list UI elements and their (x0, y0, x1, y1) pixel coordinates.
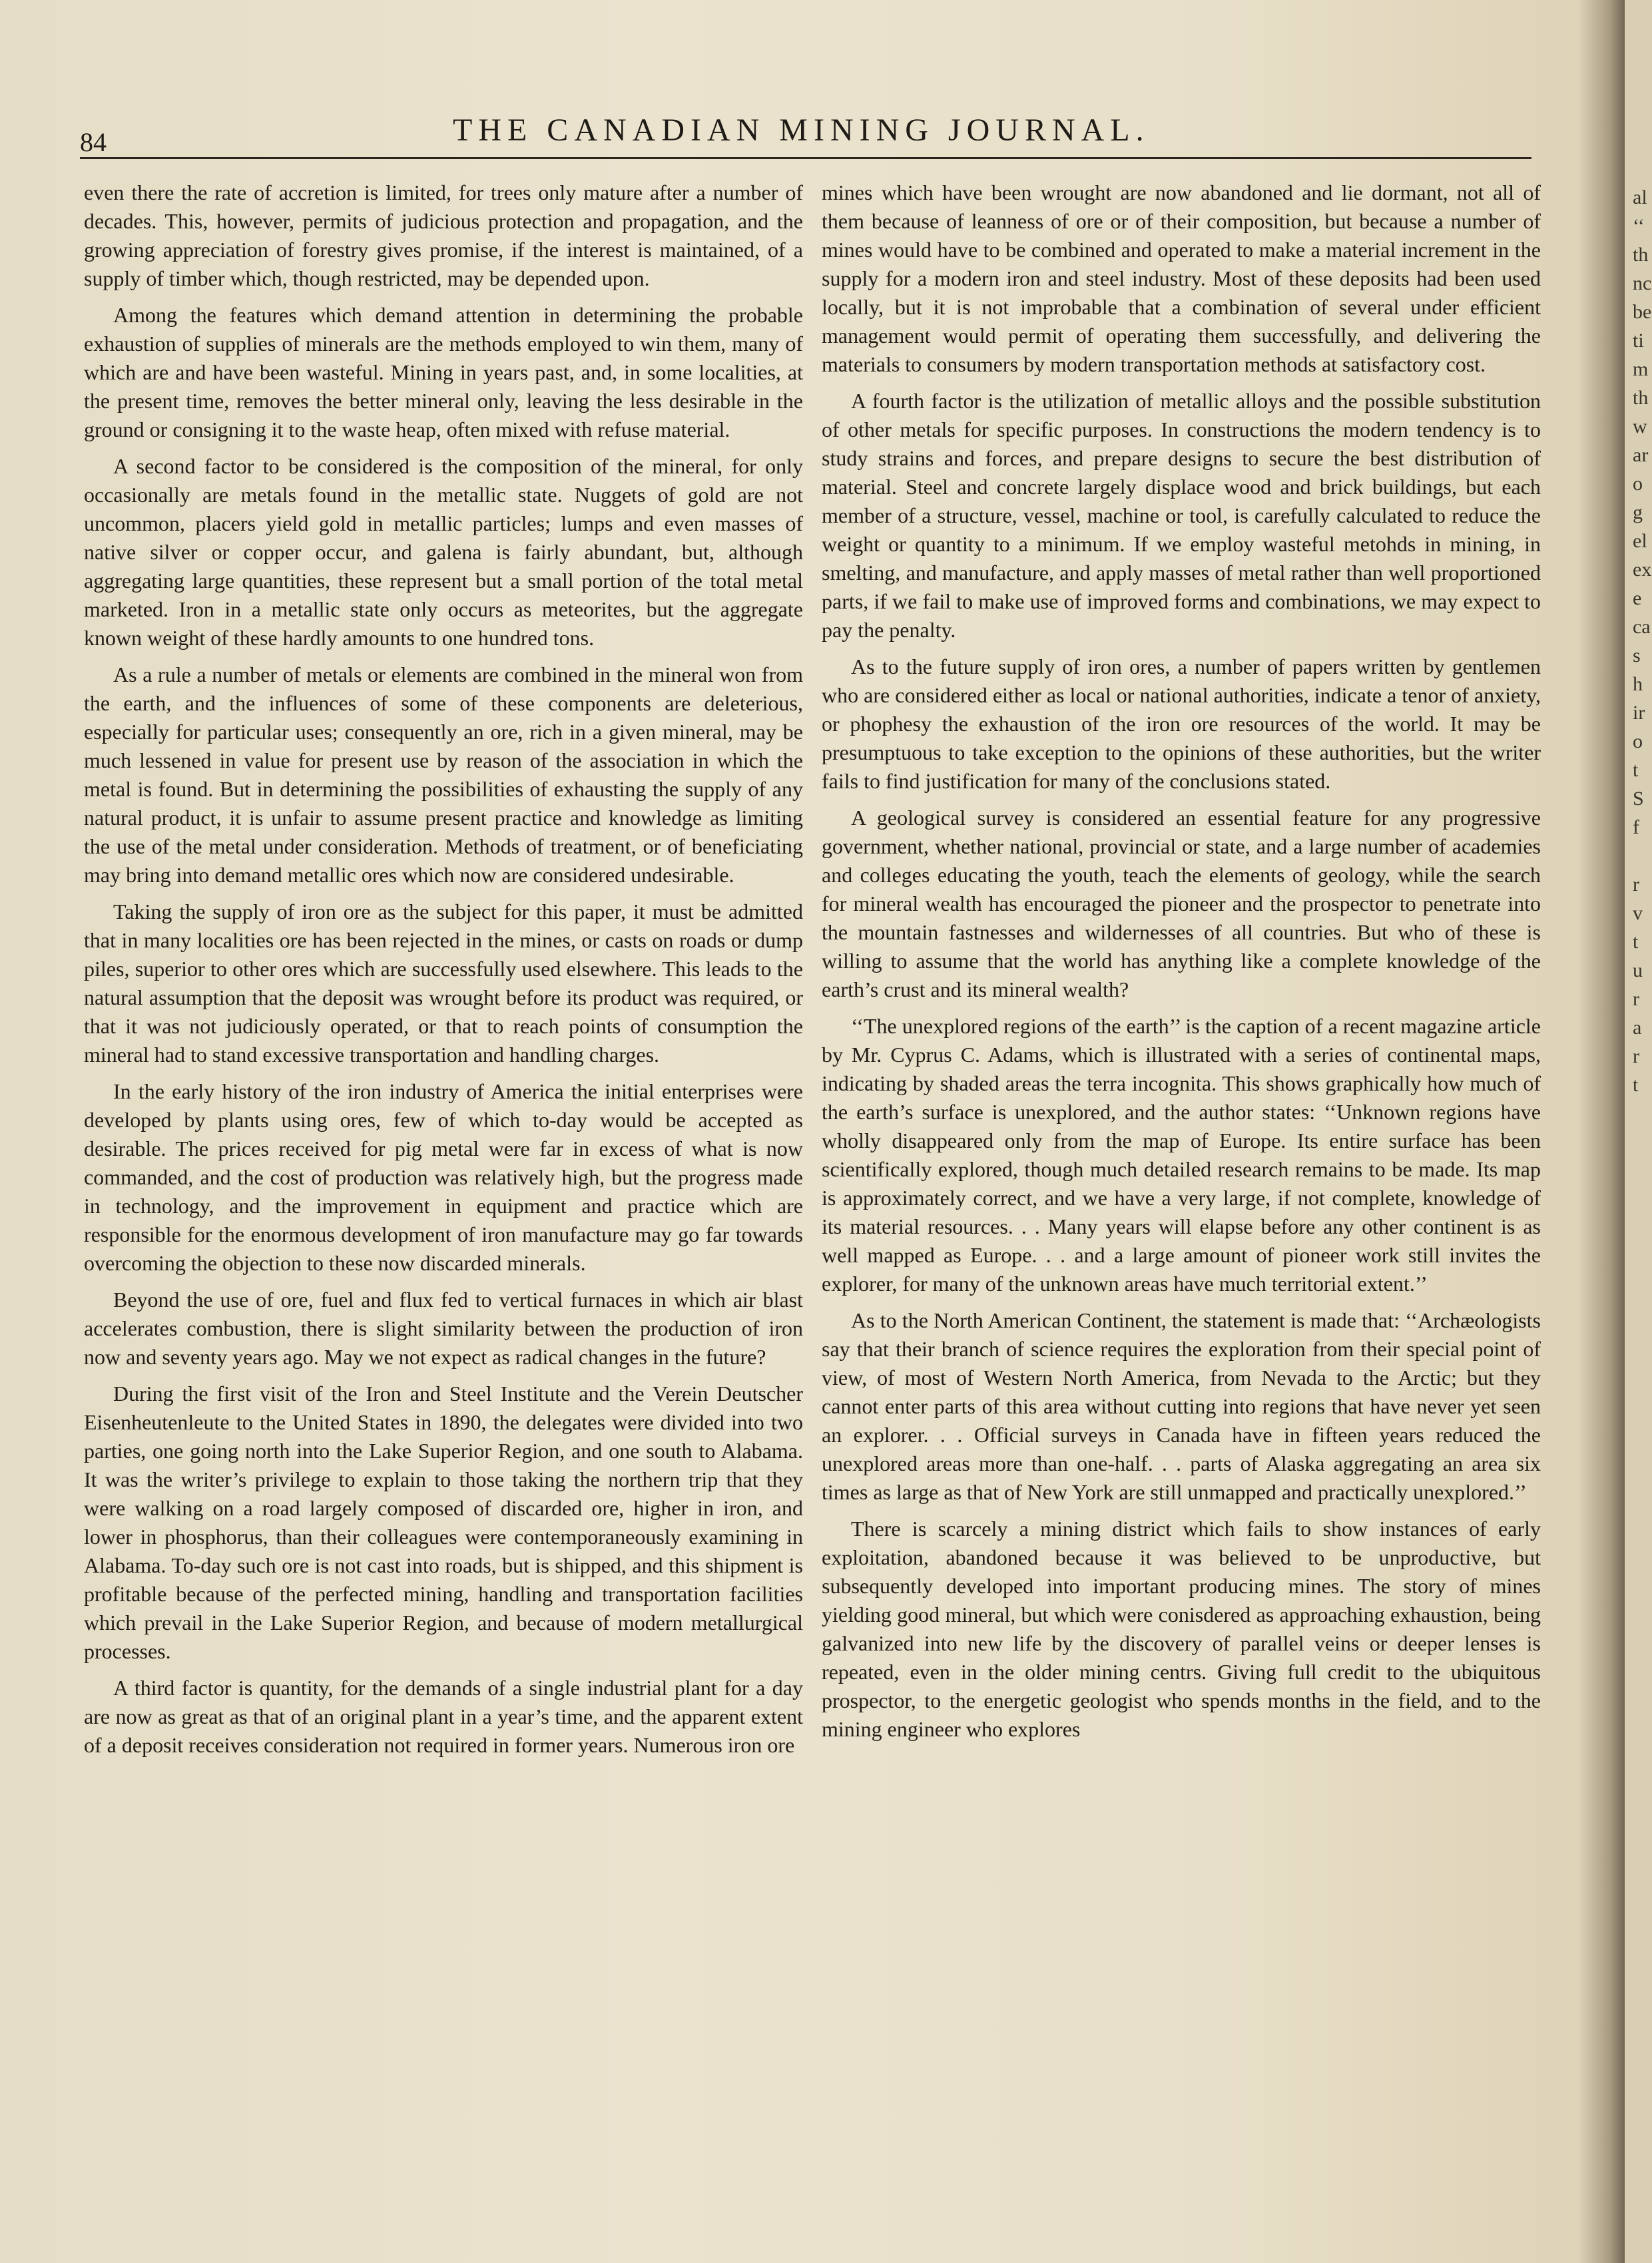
paragraph: Beyond the use of ore, fuel and flux fed to vertical furnaces in which air blast accelerates combustion, there is slight similarity between the production of iron now and seventy years ago. May we not expect as radical changes in the future? (84, 1288, 803, 1369)
facing-page-fragment: ‘‘ (1633, 215, 1645, 237)
paragraph: A second factor to be considered is the composition of the mineral, for only occasionally are metals found in the metallic state. Nuggets of gold are not uncommon, placers yield gold in metallic particles; lumps and even masses of native silver or copper occur, and galena is fairly abundant, but, although aggregating large quantities, these represent but a small portion of the total metal marketed. Iron in a metallic state only occurs as meteorites, but the aggregate known weight of these hardly amounts to one hundred tons. (84, 454, 803, 650)
facing-page-fragment: be (1633, 301, 1652, 323)
facing-page-fragment: th (1633, 387, 1649, 409)
facing-page-fragment: s (1633, 644, 1641, 666)
facing-page-fragment: al (1633, 186, 1647, 208)
paragraph: During the first visit of the Iron and Steel Institute and the Verein Deutscher Eisenheutenleute to the United States in 1890, the delegates were divided into two parties, one going north into the Lake Superior Region, and one south to Alabama. It was the writer’s privilege to explain to those taking the northern trip that they were walking on a road largely composed of discarded ore, higher in iron, and lower in phosphorus, than their colleagues were contemporaneously examining in Alabama. To-day such ore is not cast into roads, but is shipped, and this shipment is profitable because of the perfected mining, handling and transportation facilities which prevail in the Lake Superior Region, and because of modern metallurgical processes. (84, 1382, 803, 1663)
page-header (80, 100, 1531, 157)
facing-page-fragment: el (1633, 530, 1647, 552)
paragraph: Taking the supply of iron ore as the subject for this paper, it must be admitted that in many localities ore has been rejected in the mines, or casts on roads or dump piles, superior to other ores which are successfully used elsewhere. This leads to the natural assumption that the deposit was wrought before its product was required, or that it was not judiciously operated, or that to reach points of consumption the mineral had to stand excessive transportation and handling charges. (84, 899, 803, 1067)
facing-page-fragment: o (1633, 730, 1643, 752)
paragraph: There is scarcely a mining district which fails to show instances of early exploitation, abandoned because it was believed to be unproductive, but subsequently developed into important producing mines. The story of mines yielding good mineral, but which were conisdered as approaching exhaustion, being galvanized into new life by the discovery of parallel veins or deeper lenses is repeated, even in the older mining centrs. Giving full credit to the ubiquitous prospector, to the energetic geologist who spends months in the field, and to the mining engineer who explores (822, 1517, 1541, 1741)
paragraph: Among the features which demand attention in determining the probable exhaustion of supplies of minerals are the methods employed to win them, many of which are and have been wasteful. Mining in years past, and, in some localities, at the present time, removes the better mineral only, leaving the less desirable in the ground or consigning it to the waste heap, often mixed with refuse material. (84, 303, 803, 441)
facing-page-fragment: t (1633, 759, 1639, 781)
paragraph: ‘‘The unexplored regions of the earth’’ is the caption of a recent magazine article by Mr. Cyprus C. Adams, which is illustrated with a series of continental maps, indicating by shaded areas the terra incognita. This shows graphically how much of the earth’s surface is unexplored, and the author states: ‘‘Unknown regions have wholly disappeared only from the map of Europe. Its entire surface has been scientifically explored, though much detailed research remains to be made. Its map is approximately correct, and we have a very large, if not complete, knowledge of its material resources. . . Many years will elapse before any other continent is as well mapped as Europe. . . and a large amount of pioneer work still invites the explorer, for many of the unknown areas have much territorial extent.’’ (822, 1014, 1541, 1296)
facing-page-fragment: ca (1633, 616, 1651, 638)
paragraph: even there the rate of accretion is limited, for trees only mature after a number of decades. This, however, permits of judicious protection and propagation, and the growing appreciation of forestry gives promise, if the interest is maintained, of a supply of timber which, though restricted, may be depended upon. (84, 180, 803, 290)
facing-page-fragment: e (1633, 587, 1642, 609)
facing-page-fragment: S (1633, 788, 1644, 810)
paragraph: mines which have been wrought are now abandoned and lie dormant, not all of them because of leanness of ore or of their composition, but because a number of mines would have to be combined and operated to make a material increment in the supply for a modern iron and steel industry. Most of these deposits had been used locally, but it is not improbable that a combination of several under efficient management would permit of operating them successfully, and delivering the materials to consumers by modern transportation methods at satisfactory cost. (822, 180, 1541, 376)
facing-page-fragment: v (1633, 902, 1643, 924)
facing-page-fragment: ar (1633, 444, 1649, 466)
facing-page-fragment: h (1633, 673, 1643, 695)
facing-page-fragment: ex (1633, 559, 1652, 581)
journal-title: THE CANADIAN MINING JOURNAL. (453, 113, 1150, 148)
facing-page-fragment: g (1633, 501, 1643, 523)
facing-page-fragment: t (1633, 931, 1639, 953)
facing-page-fragment: f (1633, 816, 1639, 838)
paragraph: A third factor is quantity, for the demands of a single industrial plant for a day are now as great as that of an original plant in a year’s time, and the apparent extent of a deposit receives consideration not required in former years. Numerous iron ore (84, 1676, 803, 1757)
facing-page-fragment: r (1633, 874, 1639, 895)
facing-page-fragment: m (1633, 358, 1649, 380)
facing-page-fragment: u (1633, 959, 1643, 981)
facing-page-fragment: nc (1633, 272, 1652, 294)
paragraph: As to the North American Continent, the statement is made that: ‘‘Archæologists say that their branch of science requires the exploration from their special point of view, of most of Western North America, from Nevada to the Arctic; but they cannot enter parts of this area without cutting into regions that have never yet seen an explorer. . . Official surveys in Canada have in fifteen years reduced the unexplored areas more than one-half. . . parts of Alaska aggregating an area six times as large as that of New York are still unmapped and practically unexplored.’’ (822, 1308, 1541, 1504)
facing-page-fragment: a (1633, 1017, 1642, 1039)
facing-page-edge (1625, 0, 1652, 2263)
right-column (822, 178, 1541, 2216)
paragraph: A fourth factor is the utilization of metallic alloys and the possible substitution of other metals for specific purposes. In constructions the modern tendency is to study strains and forces, and prepare designs to secure the best distribution of material. Steel and concrete largely displace wood and brick buildings, but each member of a structure, vessel, machine or tool, is carefully calculated to reduce the weight or quantity to a minimum. If we employ wasteful metohds in mining, in smelting, and manufacture, and apply masses of metal rather than well proportioned parts, if we fail to make use of improved forms and combinations, we may expect to pay the penalty. (822, 389, 1541, 642)
left-column (84, 178, 803, 2216)
facing-page-fragment: ir (1633, 702, 1645, 724)
paragraph: As a rule a number of metals or elements are combined in the mineral won from the earth, and the influences of some of these components are deleterious, especially for particular uses; consequently an ore, rich in a given mineral, may be much lessened in value for present use by reason of the association in which the metal is found. But in determining the possibilities of exhausting the supply of any natural product, it is unfair to assume present practice and knowledge as limiting the use of the metal under consideration. Methods of treatment, or of beneficiating may bring into demand metallic ores which now are considered undesirable. (84, 662, 803, 887)
binding-shadow (1578, 0, 1625, 2263)
paragraph: A geological survey is considered an essential feature for any progressive government, whether national, provincial or state, and a large number of academies and colleges educating the youth, teach the elements of geology, while the search for mineral wealth has encouraged the pioneer and the prospector to penetrate into the mountain fastnesses and wildernesses of all countries. But who of these is willing to assume that the world has anything like a complete knowledge of the earth’s crust and its mineral wealth? (822, 806, 1541, 1001)
facing-page-fragment: w (1633, 415, 1647, 437)
facing-page-fragment: t (1633, 1074, 1639, 1096)
facing-page-fragment: r (1633, 1045, 1639, 1067)
paragraph: In the early history of the iron industry of America the initial enterprises were developed by plants using ores, few of which to-day would be accepted as desirable. The prices received for pig metal were far in excess of what is now commanded, and the cost of production was relatively high, but the progress made in technology, and the improvement in equipment and practice which are responsible for the enormous development of iron manufacture may go far towards overcoming the objection to these now discarded minerals. (84, 1079, 803, 1275)
facing-page-fragment: o (1633, 473, 1643, 495)
facing-page-fragment: ti (1633, 330, 1644, 352)
header-rule (80, 157, 1531, 159)
paragraph: As to the future supply of iron ores, a number of papers written by gentlemen who are considered either as local or national authorities, indicate a tenor of anxiety, or phophesy the exhaustion of the iron ore resources of the world. It may be presumptuous to take exception to the opinions of these authorities, but the writer fails to find justification for many of the conclusions stated. (822, 654, 1541, 793)
page-number: 84 (80, 127, 107, 157)
facing-page-fragment: r (1633, 988, 1639, 1010)
facing-page-fragment: th (1633, 244, 1649, 266)
